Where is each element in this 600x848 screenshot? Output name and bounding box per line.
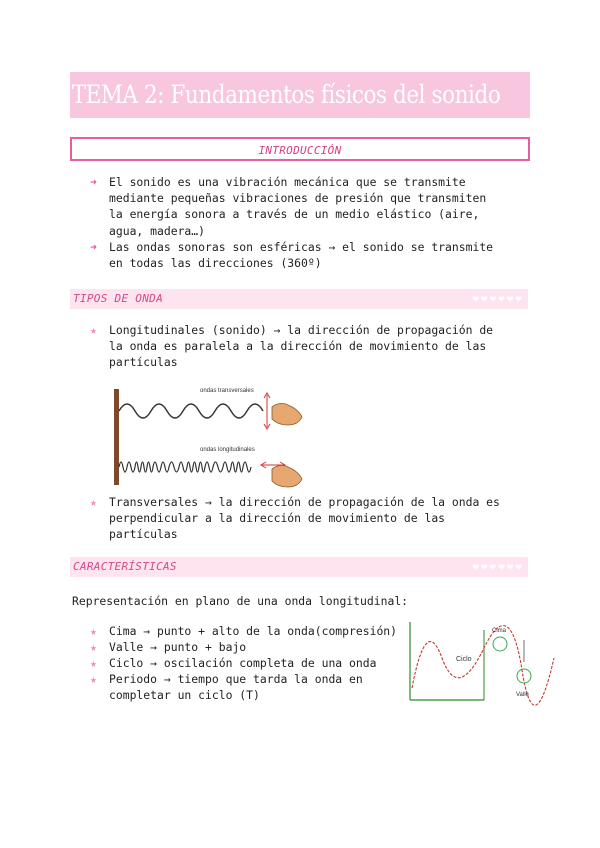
intro-heading-box xyxy=(70,137,530,161)
caract-bullet xyxy=(90,671,363,703)
label-cima: Cima xyxy=(492,628,507,634)
caract-bullet xyxy=(90,623,397,639)
label-ciclo: Ciclo xyxy=(456,656,472,663)
caract-bullet-text: Ciclo → oscilación completa de una onda xyxy=(109,656,377,670)
section-title: TIPOS DE ONDA xyxy=(73,292,163,305)
section-header-tipos xyxy=(70,289,528,309)
label-valle: Valle xyxy=(516,692,529,698)
star-bullet-icon: ★ xyxy=(90,672,97,686)
caract-bullet xyxy=(90,655,376,671)
label-longitudinal: ondas longitudinales xyxy=(200,447,255,453)
caract-intro-text: Representación en plano de una onda longitudinal: xyxy=(72,594,409,608)
star-bullet-icon: ★ xyxy=(90,323,97,337)
caract-bullet-text: Valle → punto + bajo xyxy=(109,640,247,654)
wave-types-figure xyxy=(112,383,308,489)
arrow-bullet-icon: ➜ xyxy=(90,175,97,189)
intro-bullet-text: El sonido es una vibración mecánica que se transmite mediante pequeñas vibraciones de presión que transmiten la energía sonora a través de un medio elástico (aire, agua, madera…) xyxy=(109,175,487,238)
caract-bullet xyxy=(90,639,246,655)
tipos-bullet-text: Longitudinales (sonido) → la dirección de propagación de la onda es paralela a la dirección de movimiento de las partículas xyxy=(109,323,494,370)
caract-bullet-text: Periodo → tiempo que tarda la onda en completar un ciclo (T) xyxy=(109,672,363,703)
wave-cycle-figure xyxy=(404,618,564,708)
intro-heading: INTRODUCCIÓN xyxy=(258,144,342,157)
star-bullet-icon: ★ xyxy=(90,495,97,509)
star-bullet-icon: ★ xyxy=(90,640,97,654)
tipos-bullet xyxy=(90,494,500,543)
star-bullet-icon: ★ xyxy=(90,656,97,670)
label-transversal: ondas transversales xyxy=(200,388,254,394)
transverse-wave xyxy=(119,404,263,418)
hearts-decoration-icon: ❤❤❤❤❤❤ xyxy=(472,292,524,305)
arrow-bullet-icon: ➜ xyxy=(90,240,97,254)
caract-bullet-text: Cima → punto + alto de la onda(compresión) xyxy=(109,624,398,638)
section-header-caracteristicas xyxy=(70,557,528,577)
page-title: TEMA 2: Fundamentos físicos del sonido xyxy=(71,80,501,109)
star-bullet-icon: ★ xyxy=(90,624,97,638)
longitudinal-spring xyxy=(119,462,251,472)
tipos-bullet xyxy=(90,322,493,371)
title-banner xyxy=(70,72,530,118)
intro-bullet xyxy=(90,239,493,271)
section-title: CARACTERÍSTICAS xyxy=(73,560,177,573)
wall-post xyxy=(114,389,119,485)
hearts-decoration-icon: ❤❤❤❤❤❤ xyxy=(472,560,524,573)
hand-icon xyxy=(272,465,302,487)
cima-marker-icon xyxy=(493,637,507,651)
intro-bullet-text: Las ondas sonoras son esféricas → el sonido se transmite en todas las direcciones (360º) xyxy=(109,240,494,271)
tipos-bullet-text: Transversales → la dirección de propagación de la onda es perpendicular a la dirección de movimiento de las partículas xyxy=(109,495,500,542)
hand-icon xyxy=(272,403,302,425)
wave-curve xyxy=(412,626,554,706)
intro-bullet xyxy=(90,174,486,239)
